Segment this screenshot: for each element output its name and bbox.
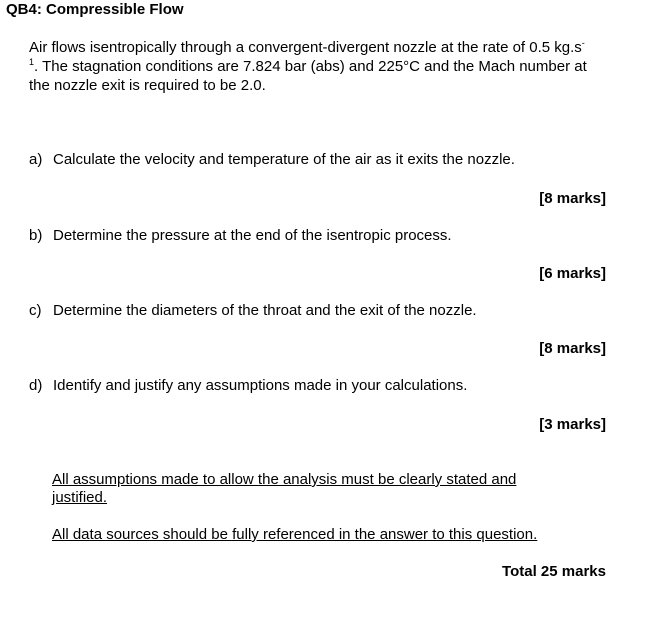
problem-statement-part1: Air flows isentropically through a convergent-divergent nozzle at the rate of 0.5 kg.s (29, 39, 582, 56)
references-note: All data sources should be fully referenced in the answer to this question. (52, 526, 538, 543)
question-b-letter: b) (29, 227, 43, 244)
superscript-exponent: -1 (29, 38, 585, 67)
question-d-marks: [3 marks] (539, 416, 606, 433)
question-b (29, 227, 452, 245)
question-d-letter: d) (29, 377, 43, 394)
assumptions-note: All assumptions made to allow the analysis must be clearly stated and justified. (52, 471, 517, 506)
question-a-marks: [8 marks] (539, 190, 606, 207)
question-c-text: Determine the diameters of the throat and the exit of the nozzle. (53, 302, 477, 319)
question-d-text: Identify and justify any assumptions made in your calculations. (53, 377, 468, 394)
question-c-letter: c) (29, 302, 42, 319)
question-a-text: Calculate the velocity and temperature of the air as it exits the nozzle. (53, 151, 515, 168)
question-b-text: Determine the pressure at the end of the isentropic process. (53, 227, 452, 244)
problem-statement (29, 38, 589, 95)
question-heading: QB4: Compressible Flow (6, 1, 184, 18)
question-a (29, 151, 515, 169)
problem-statement-part2: . The stagnation conditions are 7.824 bar (abs) and 225°C and the Mach number at the nozzle exit is required to be 2.0. (29, 58, 587, 94)
question-c (29, 302, 477, 320)
question-a-letter: a) (29, 151, 43, 168)
question-d (29, 377, 467, 395)
question-c-marks: [8 marks] (539, 340, 606, 357)
total-marks: Total 25 marks (502, 563, 606, 580)
question-b-marks: [6 marks] (539, 265, 606, 282)
